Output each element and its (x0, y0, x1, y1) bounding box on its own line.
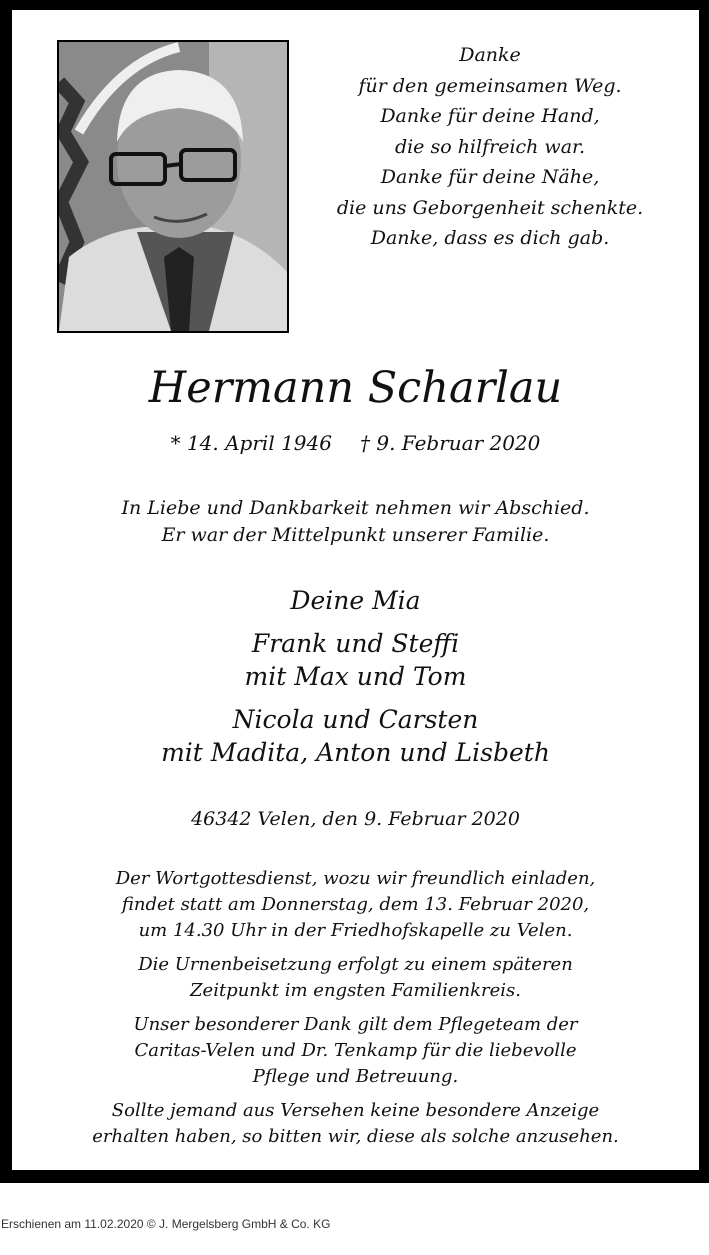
intro-text (12, 495, 699, 549)
family-line: Frank und Steffi (251, 629, 460, 658)
notice-line: Pflege und Betreuung. (252, 1066, 459, 1087)
notice-line: findet statt am Donnerstag, dem 13. Februar 2020, (121, 894, 590, 915)
notice-line: Unser besonderer Dank gilt dem Pflegeteam der (133, 1014, 578, 1035)
poem-line: Danke für deine Nähe, (380, 166, 600, 188)
deceased-name: Hermann Scharlau (148, 363, 563, 413)
notice-line: Zeitpunkt im engsten Familienkreis. (190, 980, 521, 1001)
notice-line: Caritas-Velen und Dr. Tenkamp für die liebevolle (134, 1040, 577, 1061)
spouse-name: Deine Mia (290, 586, 421, 615)
poem-line: Danke, dass es dich gab. (370, 227, 610, 249)
family-line: mit Madita, Anton und Lisbeth (161, 738, 550, 767)
intro-line: In Liebe und Dankbarkeit nehmen wir Abschied. (121, 497, 590, 519)
portrait-image (59, 42, 287, 331)
service-notice (12, 866, 699, 1150)
notice-line: erhalten haben, so bitten wir, diese als solche anzusehen. (92, 1126, 619, 1147)
notice-line: Sollte jemand aus Versehen keine besondere Anzeige (111, 1100, 600, 1121)
place-date: 46342 Velen, den 9. Februar 2020 (191, 808, 520, 830)
family-signatures (12, 584, 699, 769)
poem-line: für den gemeinsamen Weg. (358, 74, 622, 97)
notice-line: Der Wortgottesdienst, wozu wir freundlich einladen, (115, 868, 596, 889)
notice-line: Die Urnenbeisetzung erfolgt zu einem späteren (138, 954, 573, 975)
poem-line: Danke für deine Hand, (380, 105, 600, 127)
family-line: mit Max und Tom (244, 662, 467, 691)
life-dates (12, 430, 699, 456)
birth-date: * 14. April 1946 (170, 431, 332, 455)
notice-line: um 14.30 Uhr in der Friedhofskapelle zu Velen. (138, 920, 573, 941)
obituary-card (12, 10, 699, 1170)
poem (300, 40, 680, 254)
family-line: Nicola und Carsten (232, 705, 479, 734)
intro-line: Er war der Mittelpunkt unserer Familie. (161, 524, 550, 546)
poem-line: die uns Geborgenheit schenkte. (336, 196, 644, 219)
publication-footer: Erschienen am 11.02.2020 © J. Mergelsberg GmbH & Co. KG (1, 1217, 331, 1231)
poem-line: die so hilfreich war. (394, 135, 586, 158)
death-date: † 9. Februar 2020 (359, 431, 541, 455)
portrait-photo (57, 40, 289, 333)
poem-line: Danke (459, 44, 521, 66)
